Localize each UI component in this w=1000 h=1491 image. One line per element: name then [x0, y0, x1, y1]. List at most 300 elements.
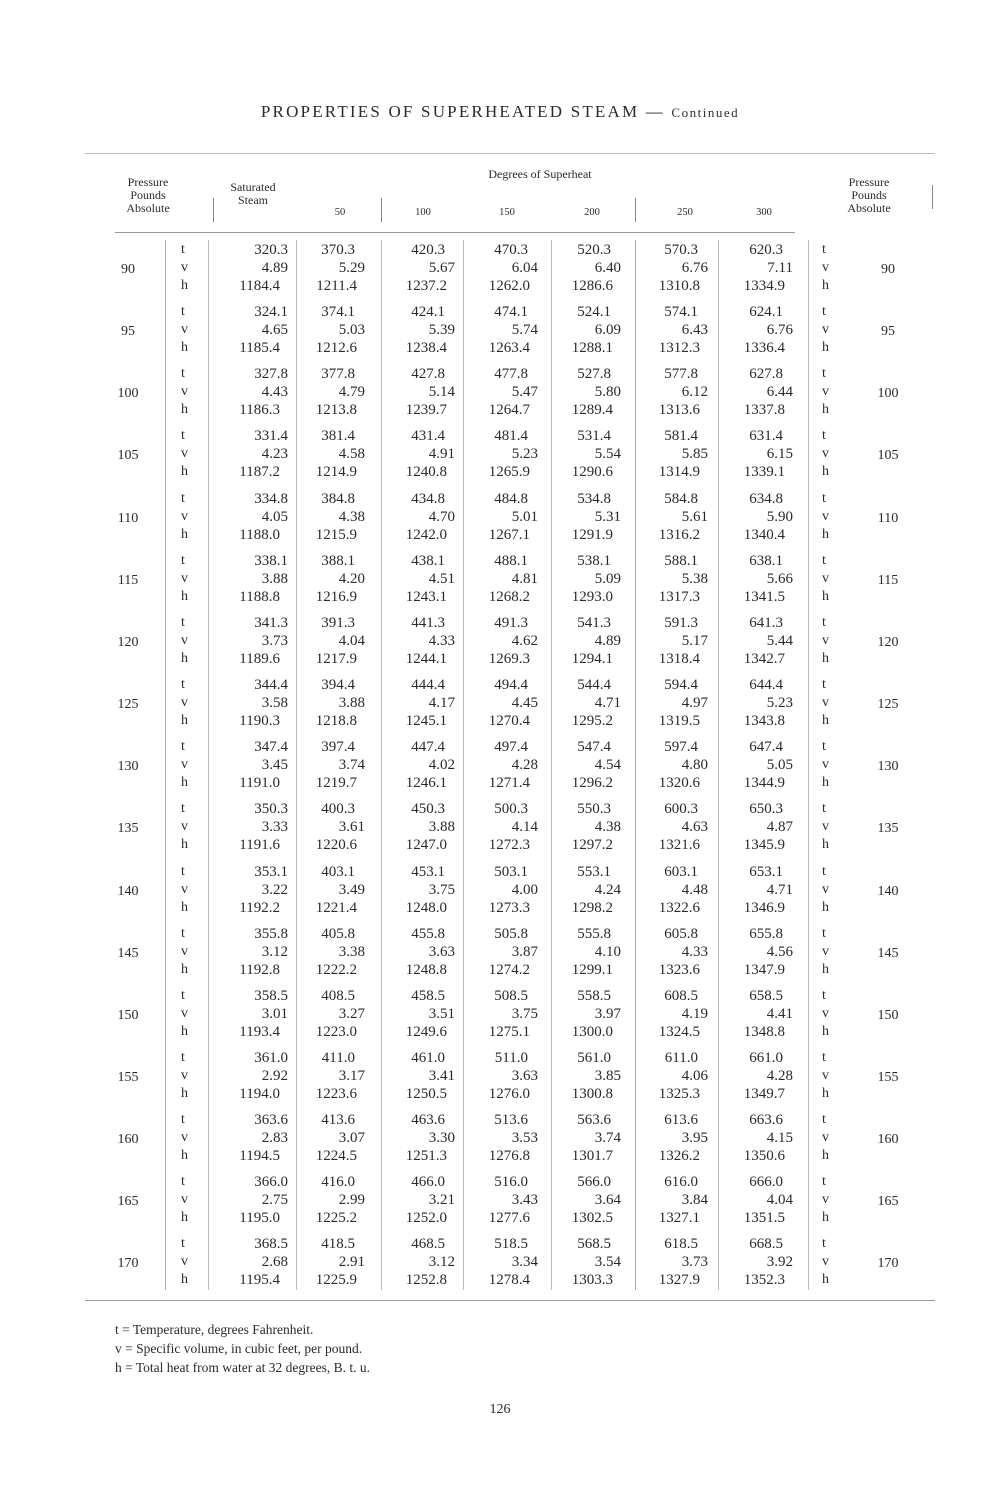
row-label-h: h — [181, 340, 188, 356]
cell-h: 1299.1 — [571, 961, 613, 978]
title-continued: Continued — [671, 105, 740, 120]
header-pressure-left: Pressure Pounds Absolute — [126, 175, 170, 215]
cell-h: 1191.6 — [239, 837, 280, 854]
cell-h: 1252.0 — [405, 1210, 447, 1227]
row-label-h-right: h — [822, 278, 829, 293]
pressure-label-right: 115 — [877, 572, 899, 588]
pressure-label-left: 125 — [117, 697, 139, 713]
cell-h: 1300.0 — [571, 1023, 613, 1040]
cell-t: 363.6 — [254, 1112, 288, 1129]
legend-t: t = Temperature, degrees Fahrenheit. — [115, 1322, 314, 1337]
row-label-t-right: t — [822, 925, 826, 941]
cell-h: 1184.4 — [239, 278, 280, 294]
cell-v: 4.19 — [681, 1005, 708, 1022]
cell-v: 4.54 — [594, 757, 621, 774]
cell-v: 4.04 — [338, 632, 365, 649]
cell-v: 4.17 — [428, 695, 455, 712]
cell-h: 1195.0 — [239, 1210, 280, 1227]
pressure-row-group — [0, 1112, 1000, 1172]
cell-v: 3.97 — [594, 1005, 621, 1022]
cell-v: 2.99 — [338, 1192, 365, 1209]
cell-v: 4.20 — [338, 570, 365, 587]
row-label-t-right: t — [822, 863, 826, 879]
cell-t: 500.3 — [494, 801, 528, 818]
cell-h: 1186.3 — [239, 402, 280, 419]
cell-h: 1351.5 — [743, 1210, 785, 1227]
row-label-h-right: h — [822, 837, 829, 853]
row-label-v-right: v — [822, 1130, 829, 1146]
cell-t: 468.5 — [411, 1236, 445, 1253]
cell-t: 600.3 — [664, 801, 698, 818]
cell-h: 1225.2 — [315, 1210, 357, 1227]
row-label-t-right: t — [822, 490, 826, 506]
cell-t: 438.1 — [411, 552, 445, 569]
cell-h: 1334.9 — [743, 278, 785, 294]
row-label-t: t — [181, 428, 185, 444]
row-label-h-right: h — [822, 588, 829, 604]
cell-h: 1194.5 — [239, 1148, 280, 1165]
title-main: PROPERTIES OF SUPERHEATED STEAM — — [260, 102, 672, 121]
row-label-t: t — [181, 614, 185, 630]
cell-v: 5.74 — [511, 322, 538, 339]
cell-v: 3.95 — [681, 1130, 708, 1147]
cell-h: 1325.3 — [658, 1085, 700, 1102]
cell-h: 1340.4 — [743, 526, 785, 543]
cell-t: 513.6 — [494, 1112, 528, 1129]
cell-v: 4.24 — [594, 881, 621, 898]
cell-t: 474.1 — [494, 304, 528, 321]
cell-h: 1268.2 — [488, 588, 530, 605]
cell-h: 1345.9 — [743, 837, 785, 854]
cell-v: 4.51 — [428, 570, 455, 587]
cell-v: 4.56 — [766, 943, 793, 960]
cell-h: 1319.5 — [658, 713, 700, 730]
cell-v: 5.03 — [338, 322, 365, 339]
cell-v: 4.97 — [681, 695, 708, 712]
cell-t: 524.1 — [577, 304, 611, 321]
cell-h: 1296.2 — [571, 775, 613, 792]
row-label-t: t — [181, 1174, 185, 1190]
cell-t: 497.4 — [494, 739, 528, 756]
cell-t: 413.6 — [321, 1112, 355, 1129]
cell-v: 3.92 — [766, 1254, 793, 1271]
row-label-v: v — [181, 1067, 188, 1083]
row-label-h-right: h — [822, 1210, 829, 1226]
cell-t: 384.8 — [321, 490, 355, 507]
cell-h: 1222.2 — [315, 961, 357, 978]
cell-t: 611.0 — [664, 1049, 698, 1066]
cell-v: 3.63 — [428, 943, 455, 960]
pressure-row-group — [0, 553, 1000, 613]
cell-h: 1288.1 — [571, 340, 613, 357]
cell-h: 1245.1 — [405, 713, 447, 730]
row-label-t: t — [181, 987, 185, 1003]
cell-h: 1294.1 — [571, 650, 613, 667]
cell-h: 1347.9 — [743, 961, 785, 978]
row-label-t-right: t — [822, 366, 826, 382]
cell-h: 1327.1 — [658, 1210, 700, 1227]
row-label-v: v — [181, 446, 188, 462]
cell-t: 561.0 — [577, 1049, 611, 1066]
cell-v: 3.63 — [511, 1067, 538, 1084]
cell-v: 4.79 — [338, 384, 365, 401]
cell-h: 1352.3 — [743, 1272, 785, 1289]
row-label-h: h — [181, 526, 188, 542]
pressure-label-left: 165 — [117, 1194, 139, 1210]
cell-v: 3.01 — [261, 1005, 288, 1022]
cell-h: 1262.0 — [488, 278, 530, 294]
cell-v: 3.73 — [681, 1254, 708, 1271]
cell-h: 1191.0 — [239, 775, 280, 792]
pressure-label-left: 90 — [121, 262, 135, 277]
cell-h: 1244.1 — [405, 650, 447, 667]
cell-h: 1265.9 — [488, 464, 530, 481]
cell-h: 1211.4 — [316, 278, 357, 294]
cell-v: 5.80 — [594, 384, 621, 401]
row-label-h: h — [181, 713, 188, 729]
cell-v: 5.39 — [428, 322, 455, 339]
row-label-v-right: v — [822, 260, 829, 275]
cell-v: 3.43 — [511, 1192, 538, 1209]
row-label-t: t — [181, 490, 185, 506]
cell-t: 481.4 — [494, 428, 528, 445]
cell-t: 327.8 — [254, 366, 288, 383]
row-label-t-right: t — [822, 987, 826, 1003]
cell-t: 503.1 — [494, 863, 528, 880]
cell-h: 1195.4 — [239, 1272, 280, 1289]
row-label-h: h — [181, 650, 188, 666]
row-label-v-right: v — [822, 632, 829, 648]
cell-t: 400.3 — [321, 801, 355, 818]
cell-v: 5.09 — [594, 570, 621, 587]
cell-v: 5.29 — [338, 260, 365, 276]
cell-t: 550.3 — [577, 801, 611, 818]
cell-v: 3.74 — [338, 757, 365, 774]
cell-t: 455.8 — [411, 925, 445, 942]
header-bottom-rule — [115, 232, 795, 233]
pressure-label-left: 95 — [121, 324, 135, 340]
cell-h: 1187.2 — [239, 464, 280, 481]
cell-h: 1276.0 — [488, 1085, 530, 1102]
row-label-v-right: v — [822, 1067, 829, 1083]
cell-t: 416.0 — [321, 1174, 355, 1191]
cell-h: 1194.0 — [239, 1085, 280, 1102]
cell-v: 4.05 — [261, 508, 288, 525]
cell-h: 1239.7 — [405, 402, 447, 419]
pressure-label-right: 150 — [877, 1007, 899, 1023]
cell-h: 1188.8 — [239, 588, 280, 605]
cell-v: 2.91 — [338, 1254, 365, 1271]
row-label-v: v — [181, 1254, 188, 1270]
cell-v: 4.70 — [428, 508, 455, 525]
cell-t: 381.4 — [321, 428, 355, 445]
cell-v: 3.21 — [428, 1192, 455, 1209]
cell-v: 6.09 — [594, 322, 621, 339]
row-label-v-right: v — [822, 819, 829, 835]
cell-h: 1216.9 — [315, 588, 357, 605]
cell-v: 6.15 — [766, 446, 793, 463]
cell-v: 3.27 — [338, 1005, 365, 1022]
cell-v: 3.38 — [338, 943, 365, 960]
cell-h: 1192.2 — [239, 899, 280, 916]
cell-t: 608.5 — [664, 987, 698, 1004]
cell-v: 3.12 — [428, 1254, 455, 1271]
cell-t: 653.1 — [749, 863, 783, 880]
pressure-row-group — [0, 926, 1000, 986]
cell-t: 344.4 — [254, 677, 288, 694]
cell-h: 1238.4 — [405, 340, 447, 357]
cell-t: 547.4 — [577, 739, 611, 756]
cell-t: 541.3 — [577, 614, 611, 631]
cell-v: 5.31 — [594, 508, 621, 525]
cell-v: 7.11 — [767, 260, 793, 276]
cell-v: 4.87 — [766, 819, 793, 836]
row-label-h-right: h — [822, 650, 829, 666]
cell-v: 3.53 — [511, 1130, 538, 1147]
pressure-label-left: 145 — [117, 945, 139, 961]
cell-h: 1237.2 — [405, 278, 447, 294]
cell-v: 3.54 — [594, 1254, 621, 1271]
header-pressure-right: Pressure Pounds Absolute — [847, 175, 891, 215]
cell-v: 4.45 — [511, 695, 538, 712]
cell-t: 553.1 — [577, 863, 611, 880]
cell-t: 374.1 — [321, 304, 355, 321]
row-label-t-right: t — [822, 739, 826, 755]
cell-t: 594.4 — [664, 677, 698, 694]
cell-v: 5.38 — [681, 570, 708, 587]
cell-v: 3.64 — [594, 1192, 621, 1209]
cell-h: 1342.7 — [743, 650, 785, 667]
cell-v: 3.17 — [338, 1067, 365, 1084]
cell-t: 655.8 — [749, 925, 783, 942]
pressure-label-right: 155 — [877, 1069, 899, 1085]
cell-h: 1276.8 — [488, 1148, 530, 1165]
row-label-h: h — [181, 1023, 188, 1039]
row-label-h-right: h — [822, 961, 829, 977]
cell-t: 603.1 — [664, 863, 698, 880]
cell-v: 6.43 — [681, 322, 708, 339]
header-superheat-200: 200 — [584, 207, 600, 218]
cell-h: 1221.4 — [315, 899, 357, 916]
row-label-v-right: v — [822, 570, 829, 586]
pressure-row-group — [0, 304, 1000, 364]
cell-h: 1249.6 — [405, 1023, 447, 1040]
cell-t: 531.4 — [577, 428, 611, 445]
pressure-label-right: 100 — [877, 386, 899, 402]
header-superheat-150: 150 — [499, 207, 515, 218]
cell-h: 1314.9 — [658, 464, 700, 481]
cell-t: 453.1 — [411, 863, 445, 880]
cell-t: 508.5 — [494, 987, 528, 1004]
row-label-v: v — [181, 1005, 188, 1021]
row-label-t-right: t — [822, 1049, 826, 1065]
pressure-label-left: 150 — [117, 1007, 139, 1023]
cell-t: 331.4 — [254, 428, 288, 445]
cell-t: 647.4 — [749, 739, 783, 756]
row-label-v: v — [181, 322, 188, 338]
cell-v: 3.73 — [261, 632, 288, 649]
cell-h: 1223.6 — [315, 1085, 357, 1102]
row-label-t: t — [181, 1112, 185, 1128]
header-divider — [213, 198, 214, 222]
cell-h: 1270.4 — [488, 713, 530, 730]
cell-v: 4.28 — [766, 1067, 793, 1084]
pressure-row-group — [0, 1050, 1000, 1110]
cell-h: 1346.9 — [743, 899, 785, 916]
row-label-v: v — [181, 570, 188, 586]
pressure-row-group — [0, 242, 1000, 302]
cell-v: 5.67 — [428, 260, 455, 276]
legend-h: h = Total heat from water at 32 degrees, B. t. u. — [115, 1360, 370, 1375]
header-divider — [381, 198, 382, 222]
pressure-row-group — [0, 615, 1000, 675]
cell-v: 4.04 — [766, 1192, 793, 1209]
cell-h: 1271.4 — [488, 775, 530, 792]
cell-v: 4.38 — [594, 819, 621, 836]
cell-v: 4.23 — [261, 446, 288, 463]
pressure-label-right: 120 — [877, 634, 899, 650]
row-label-v: v — [181, 695, 188, 711]
row-label-h: h — [181, 899, 188, 915]
cell-h: 1273.3 — [488, 899, 530, 916]
cell-h: 1248.8 — [405, 961, 447, 978]
pressure-label-left: 130 — [117, 759, 139, 775]
row-label-t-right: t — [822, 304, 826, 320]
header-divider — [635, 198, 636, 222]
cell-h: 1289.4 — [571, 402, 613, 419]
row-label-h: h — [181, 278, 188, 293]
cell-h: 1293.0 — [571, 588, 613, 605]
cell-h: 1242.0 — [405, 526, 447, 543]
row-label-h: h — [181, 961, 188, 977]
cell-h: 1250.5 — [405, 1085, 447, 1102]
cell-t: 631.4 — [749, 428, 783, 445]
cell-v: 3.88 — [261, 570, 288, 587]
cell-h: 1310.8 — [658, 278, 700, 294]
cell-t: 511.0 — [494, 1049, 528, 1066]
cell-t: 577.8 — [664, 366, 698, 383]
pressure-label-left: 140 — [117, 883, 139, 899]
row-label-t: t — [181, 863, 185, 879]
cell-t: 638.1 — [749, 552, 783, 569]
cell-t: 341.3 — [254, 614, 288, 631]
row-label-t-right: t — [822, 242, 826, 257]
pressure-label-right: 105 — [877, 448, 899, 464]
cell-v: 4.62 — [511, 632, 538, 649]
cell-t: 347.4 — [254, 739, 288, 756]
cell-t: 434.8 — [411, 490, 445, 507]
cell-h: 1341.5 — [743, 588, 785, 605]
cell-v: 3.75 — [428, 881, 455, 898]
row-label-v-right: v — [822, 757, 829, 773]
row-label-v-right: v — [822, 384, 829, 400]
cell-v: 4.71 — [766, 881, 793, 898]
row-label-v: v — [181, 632, 188, 648]
cell-h: 1213.8 — [315, 402, 357, 419]
cell-t: 644.4 — [749, 677, 783, 694]
cell-h: 1290.6 — [571, 464, 613, 481]
cell-t: 616.0 — [664, 1174, 698, 1191]
cell-t: 588.1 — [664, 552, 698, 569]
row-label-t-right: t — [822, 677, 826, 693]
cell-h: 1336.4 — [743, 340, 785, 357]
cell-t: 444.4 — [411, 677, 445, 694]
cell-v: 6.40 — [594, 260, 621, 276]
pressure-label-right: 165 — [877, 1194, 899, 1210]
cell-v: 4.41 — [766, 1005, 793, 1022]
cell-v: 4.15 — [766, 1130, 793, 1147]
row-label-t-right: t — [822, 614, 826, 630]
cell-h: 1267.1 — [488, 526, 530, 543]
row-label-h-right: h — [822, 1023, 829, 1039]
right-edge-rule — [932, 185, 933, 209]
cell-t: 324.1 — [254, 304, 288, 321]
cell-h: 1320.6 — [658, 775, 700, 792]
row-label-h-right: h — [822, 340, 829, 356]
cell-h: 1302.5 — [571, 1210, 613, 1227]
cell-v: 3.58 — [261, 695, 288, 712]
row-label-h-right: h — [822, 775, 829, 791]
pressure-row-group — [0, 864, 1000, 924]
row-label-v-right: v — [822, 695, 829, 711]
cell-v: 5.54 — [594, 446, 621, 463]
row-label-v: v — [181, 1130, 188, 1146]
row-label-v: v — [181, 881, 188, 897]
pressure-label-right: 95 — [881, 324, 895, 340]
cell-t: 391.3 — [321, 614, 355, 631]
row-label-v: v — [181, 260, 188, 275]
cell-h: 1263.4 — [488, 340, 530, 357]
pressure-label-left: 155 — [117, 1069, 139, 1085]
cell-v: 4.91 — [428, 446, 455, 463]
cell-t: 527.8 — [577, 366, 611, 383]
cell-v: 3.30 — [428, 1130, 455, 1147]
cell-h: 1291.9 — [571, 526, 613, 543]
cell-v: 5.17 — [681, 632, 708, 649]
cell-t: 370.3 — [321, 242, 355, 258]
row-label-h-right: h — [822, 1148, 829, 1164]
cell-h: 1349.7 — [743, 1085, 785, 1102]
cell-v: 5.23 — [511, 446, 538, 463]
cell-h: 1269.3 — [488, 650, 530, 667]
cell-v: 4.10 — [594, 943, 621, 960]
cell-h: 1350.6 — [743, 1148, 785, 1165]
cell-t: 624.1 — [749, 304, 783, 321]
cell-t: 494.4 — [494, 677, 528, 694]
cell-t: 563.6 — [577, 1112, 611, 1129]
row-label-t: t — [181, 242, 185, 257]
cell-t: 516.0 — [494, 1174, 528, 1191]
cell-h: 1298.2 — [571, 899, 613, 916]
cell-h: 1247.0 — [405, 837, 447, 854]
row-label-h: h — [181, 1272, 188, 1288]
cell-h: 1252.8 — [405, 1272, 447, 1289]
cell-t: 427.8 — [411, 366, 445, 383]
cell-t: 388.1 — [321, 552, 355, 569]
cell-v: 4.63 — [681, 819, 708, 836]
row-label-t: t — [181, 677, 185, 693]
cell-t: 424.1 — [411, 304, 445, 321]
cell-v: 4.89 — [594, 632, 621, 649]
row-label-v: v — [181, 943, 188, 959]
cell-v: 4.71 — [594, 695, 621, 712]
cell-t: 574.1 — [664, 304, 698, 321]
pressure-label-left: 105 — [117, 448, 139, 464]
cell-v: 3.49 — [338, 881, 365, 898]
pressure-row-group — [0, 491, 1000, 551]
cell-t: 581.4 — [664, 428, 698, 445]
cell-v: 4.14 — [511, 819, 538, 836]
